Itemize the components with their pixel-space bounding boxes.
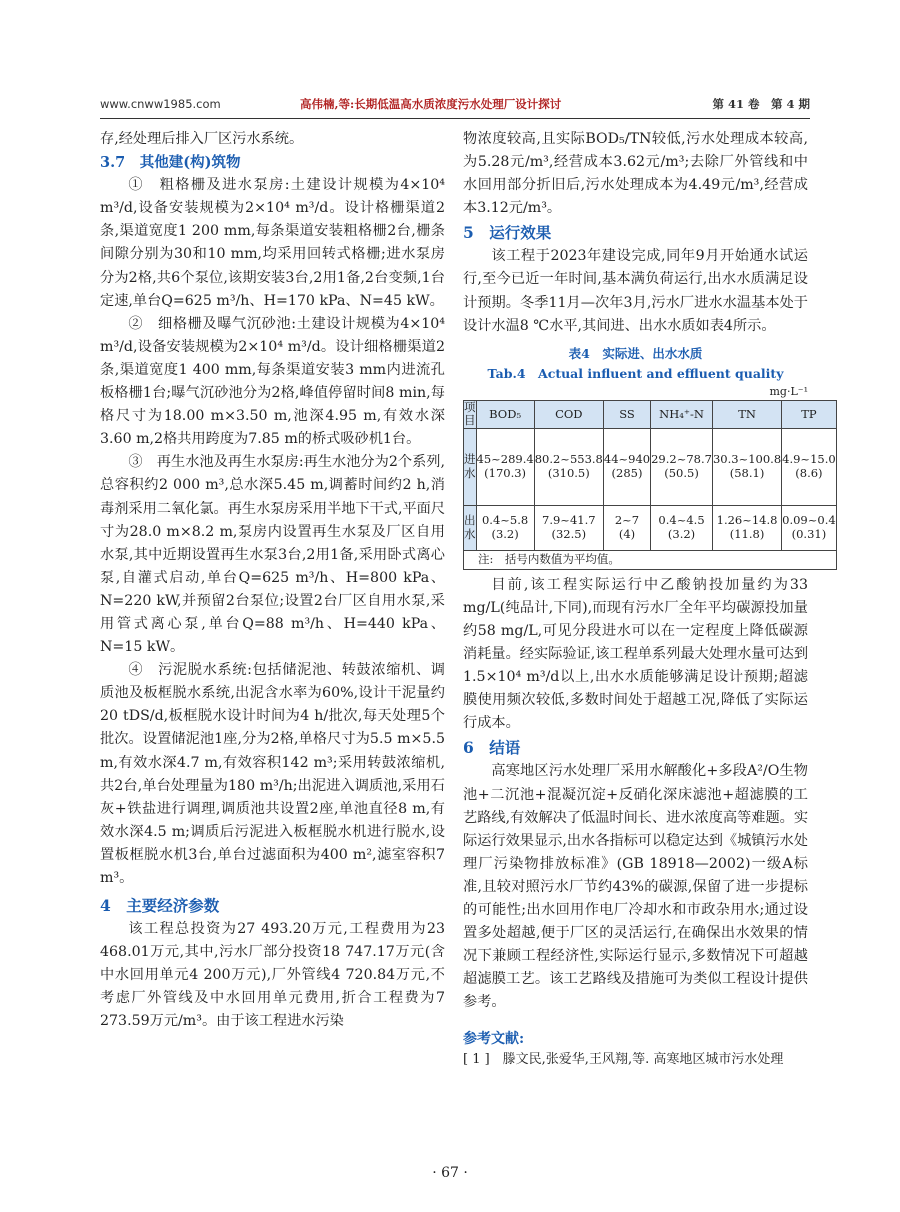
cell-range: 2~7 xyxy=(614,513,640,528)
paragraph-fine-screen: ② 细格栅及曝气沉砂池:土建设计规模为4×10⁴ m³/d,设备安装规模为2×10⁴ m³/d。设计细格栅渠道2条,渠道宽度1 400 mm,每条渠道安装3 mm内进流孔板格栅1台;曝气沉砂池分为2格,峰值停留时间8 min,每格尺寸为18.00 m×3.50 m,池深4.95 m,有效水深3.60 m,2格共用跨度为7.85 m的桥式吸砂机1台。 xyxy=(100,315,445,448)
table-row-influent xyxy=(464,428,837,505)
cell-range: 0.09~0.4 xyxy=(782,513,836,528)
table-cell xyxy=(782,428,837,505)
table-note: 注: 括号内数值为平均值。 xyxy=(464,550,837,569)
table-cell xyxy=(712,428,781,505)
water-quality-table xyxy=(463,400,837,570)
cell-average: (32.5) xyxy=(551,526,587,541)
subsection-heading-3-7: 3.7 其他建(构)筑物 xyxy=(100,154,241,172)
table-cell xyxy=(712,505,781,550)
cell-average: (8.6) xyxy=(795,465,823,480)
section-heading-5: 5 运行效果 xyxy=(463,223,552,243)
paragraph-economics: 该工程总投资为27 493.20万元,工程费用为23 468.01万元,其中,污水厂部分投资18 747.17万元(含中水回用单元4 200万元),厂外管线4 720.84万元,不考虑厂外管线及中水回用单元费用,折合工程费为7 273.59万元/m³。由于该工程进水污染 xyxy=(100,921,445,1030)
page-number: · 67 · xyxy=(432,1165,468,1181)
section-heading-6: 6 结语 xyxy=(463,738,521,758)
paragraph-operation: 该工程于2023年建设完成,同年9月开始通水试运行,至今已近一年时间,基本满负荷运行,出水水质满足设计预期。冬季11月—次年3月,污水厂进水水温基本处于设计水温8 ℃水平,其间进、出水水质如表4所示。 xyxy=(463,248,808,334)
table-caption-en: Tab.4 Actual influent and effluent quality xyxy=(487,365,784,381)
table-header-cell: TP xyxy=(782,400,837,428)
cell-range: 30.3~100.8 xyxy=(712,452,782,467)
paragraph-carbon-source: 目前,该工程实际运行中乙酸钠投加量约为33 mg/L(纯品计,下同),而现有污水厂全年平均碳源投加量约58 mg/L,可见分段进水可以在一定程度上降低碳源消耗量。经实际验证,该工程单系列最大处理水量可达到1.5×10⁴ m³/d以上,出水水质能够满足设计预期;超滤膜使用频次较低,多数时间处于超越工况,降低了实际运行成本。 xyxy=(463,576,809,732)
table-header-row xyxy=(464,400,837,428)
table-header-cell: SS xyxy=(603,400,650,428)
table-cell xyxy=(651,428,713,505)
cell-range: 80.2~553.8 xyxy=(534,452,603,467)
cell-range: 4.9~15.0 xyxy=(782,452,836,467)
left-column xyxy=(100,128,445,1034)
table-cell xyxy=(476,428,534,505)
cell-range: 1.26~14.8 xyxy=(716,513,778,528)
cell-range: 44~940 xyxy=(603,452,651,467)
paragraph-cost: 物浓度较高,且实际BOD₅/TN较低,污水处理成本较高,为5.28元/m³,经营成本3.62元/m³;去除厂外管线和中水回用部分折旧后,污水处理成本为4.49元/m³,经营成本3.12元/m³。 xyxy=(463,131,808,217)
cell-range: 0.4~4.5 xyxy=(658,513,705,528)
table-cell xyxy=(534,505,603,550)
cell-average: (0.31) xyxy=(791,526,827,541)
table-header-cell: COD xyxy=(534,400,603,428)
table-note-row xyxy=(464,550,837,569)
cell-average: (50.5) xyxy=(664,465,699,480)
paragraph-coarse-screen: ① 粗格栅及进水泵房:土建设计规模为4×10⁴ m³/d,设备安装规模为2×10⁴ m³/d。设计格栅渠道2条,渠道宽度1 200 mm,每条渠道安装粗格栅2台,栅条间隙分别为30和10 mm,均采用回转式格栅;进水泵房分为2格,共6个泵位,该期安装3台,2用1备,2台变频,1台定速,单台Q=625 m³/h、H=170 kPa、N=45 kW。 xyxy=(100,177,445,309)
references-heading: 参考文献: xyxy=(463,1031,525,1048)
table-row-effluent xyxy=(464,505,837,550)
cell-average: (3.2) xyxy=(667,526,696,541)
table-header-cell: NH₄⁺-N xyxy=(651,400,713,428)
table-header-cell: TN xyxy=(712,400,781,428)
paragraph-sludge-dewatering: ④ 污泥脱水系统:包括储泥池、转鼓浓缩机、调质池及板框脱水系统,出泥含水率为60%,设计干泥量约20 tDS/d,板框脱水设计时间为4 h/批次,每天处理5个批次。设置储泥池1座,分为2格,单格尺寸为5.5 m×5.5 m,有效水深4.7 m,有效容积142 m³;采用转鼓浓缩机,共2台,单台处理量为180 m³/h;出泥进入调质池,采用石灰+铁盐进行调理,调质池共设置2座,单池直径8 m,有效水深4.5 m;调质后污泥进入板框脱水机进行脱水,设置板框脱水机3台,单台过滤面积为400 m²,滤室容积7 m³。 xyxy=(100,662,445,886)
cell-average: (11.8) xyxy=(729,526,765,541)
journal-website: www.cnww1985.com xyxy=(100,97,221,111)
cell-average: (310.5) xyxy=(547,465,590,480)
paragraph-conclusion: 高寒地区污水处理厂采用水解酸化+多段A²/O生物池+二沉池+混凝沉淀+反硝化深床滤池+超滤膜的工艺路线,有效解决了低温时间长、进水浓度高等难题。实际运行效果显示,出水各指标可以稳定达到《城镇污水处理厂污染物排放标准》(GB 18918—2002)一级A标准,且较对照污水厂节约43%的碳源,保留了进一步提标的可能性;出水回用作电厂冷却水和市政杂用水;通过设置多处超越,便于厂区的灵活运行,在确保出水效果的情况下兼顾工程经济性,实际运行显示,多数情况下可超越超滤膜工艺。该工艺路线及措施可为类似工程设计提供参考。 xyxy=(463,763,809,1011)
header-rule xyxy=(100,118,810,119)
cell-range: 29.2~78.7 xyxy=(651,452,712,467)
table-unit: mg·L⁻¹ xyxy=(769,384,808,398)
table-cell xyxy=(651,505,713,550)
cell-average: (170.3) xyxy=(484,465,527,480)
table-cell xyxy=(782,505,837,550)
cell-average: (58.1) xyxy=(729,465,765,480)
table-cell xyxy=(534,428,603,505)
table-4 xyxy=(463,344,836,570)
paragraph-reclaimed-water: ③ 再生水池及再生水泵房:再生水池分为2个系列,总容积约2 000 m³,总水深5.45 m,调蓄时间约2 h,消毒剂采用二氧化氯。再生水泵房采用半地下干式,平面尺寸为28.0 m×8.2 m,泵房内设置再生水泵及厂区自用水泵,其中近期设置再生水泵3台,2用1备,采用卧式离心泵,自灌式启动,单台Q=625 m³/h、H=800 kPa、N=220 kW,并预留2台泵位;设置2台厂区自用水泵,采用管式离心泵,单台Q=88 m³/h、H=440 kPa、N=15 kW。 xyxy=(100,454,446,656)
table-caption-cn: 表4 实际进、出水水质 xyxy=(568,345,703,361)
reference-item: [ 1 ] 滕文民,张爱华,王风翔,等. 高寒地区城市污水处理 xyxy=(463,1052,784,1068)
table-cell xyxy=(603,505,650,550)
running-title: 高伟楠,等:长期低温高水质浓度污水处理厂设计探讨 xyxy=(300,97,562,111)
volume-issue: 第 41 卷 第 4 期 xyxy=(712,97,810,111)
continued-paragraph: 存,经处理后排入厂区污水系统。 xyxy=(100,131,304,147)
cell-average: (285) xyxy=(611,465,643,480)
table-cell xyxy=(476,505,534,550)
running-header xyxy=(100,93,810,115)
row-label-influent: 进水 xyxy=(464,428,477,505)
section-heading-4: 4 主要经济参数 xyxy=(100,896,220,916)
row-label-effluent: 出水 xyxy=(464,505,477,550)
table-header-cell: 项目 xyxy=(464,399,476,428)
cell-range: 45~289.4 xyxy=(476,452,534,467)
cell-range: 0.4~5.8 xyxy=(481,513,529,528)
table-cell xyxy=(603,428,650,505)
right-column xyxy=(463,128,836,1070)
table-header-cell: BOD₅ xyxy=(476,400,534,428)
cell-average: (3.2) xyxy=(491,526,519,541)
cell-range: 7.9~41.7 xyxy=(542,513,596,528)
cell-average: (4) xyxy=(618,526,636,541)
